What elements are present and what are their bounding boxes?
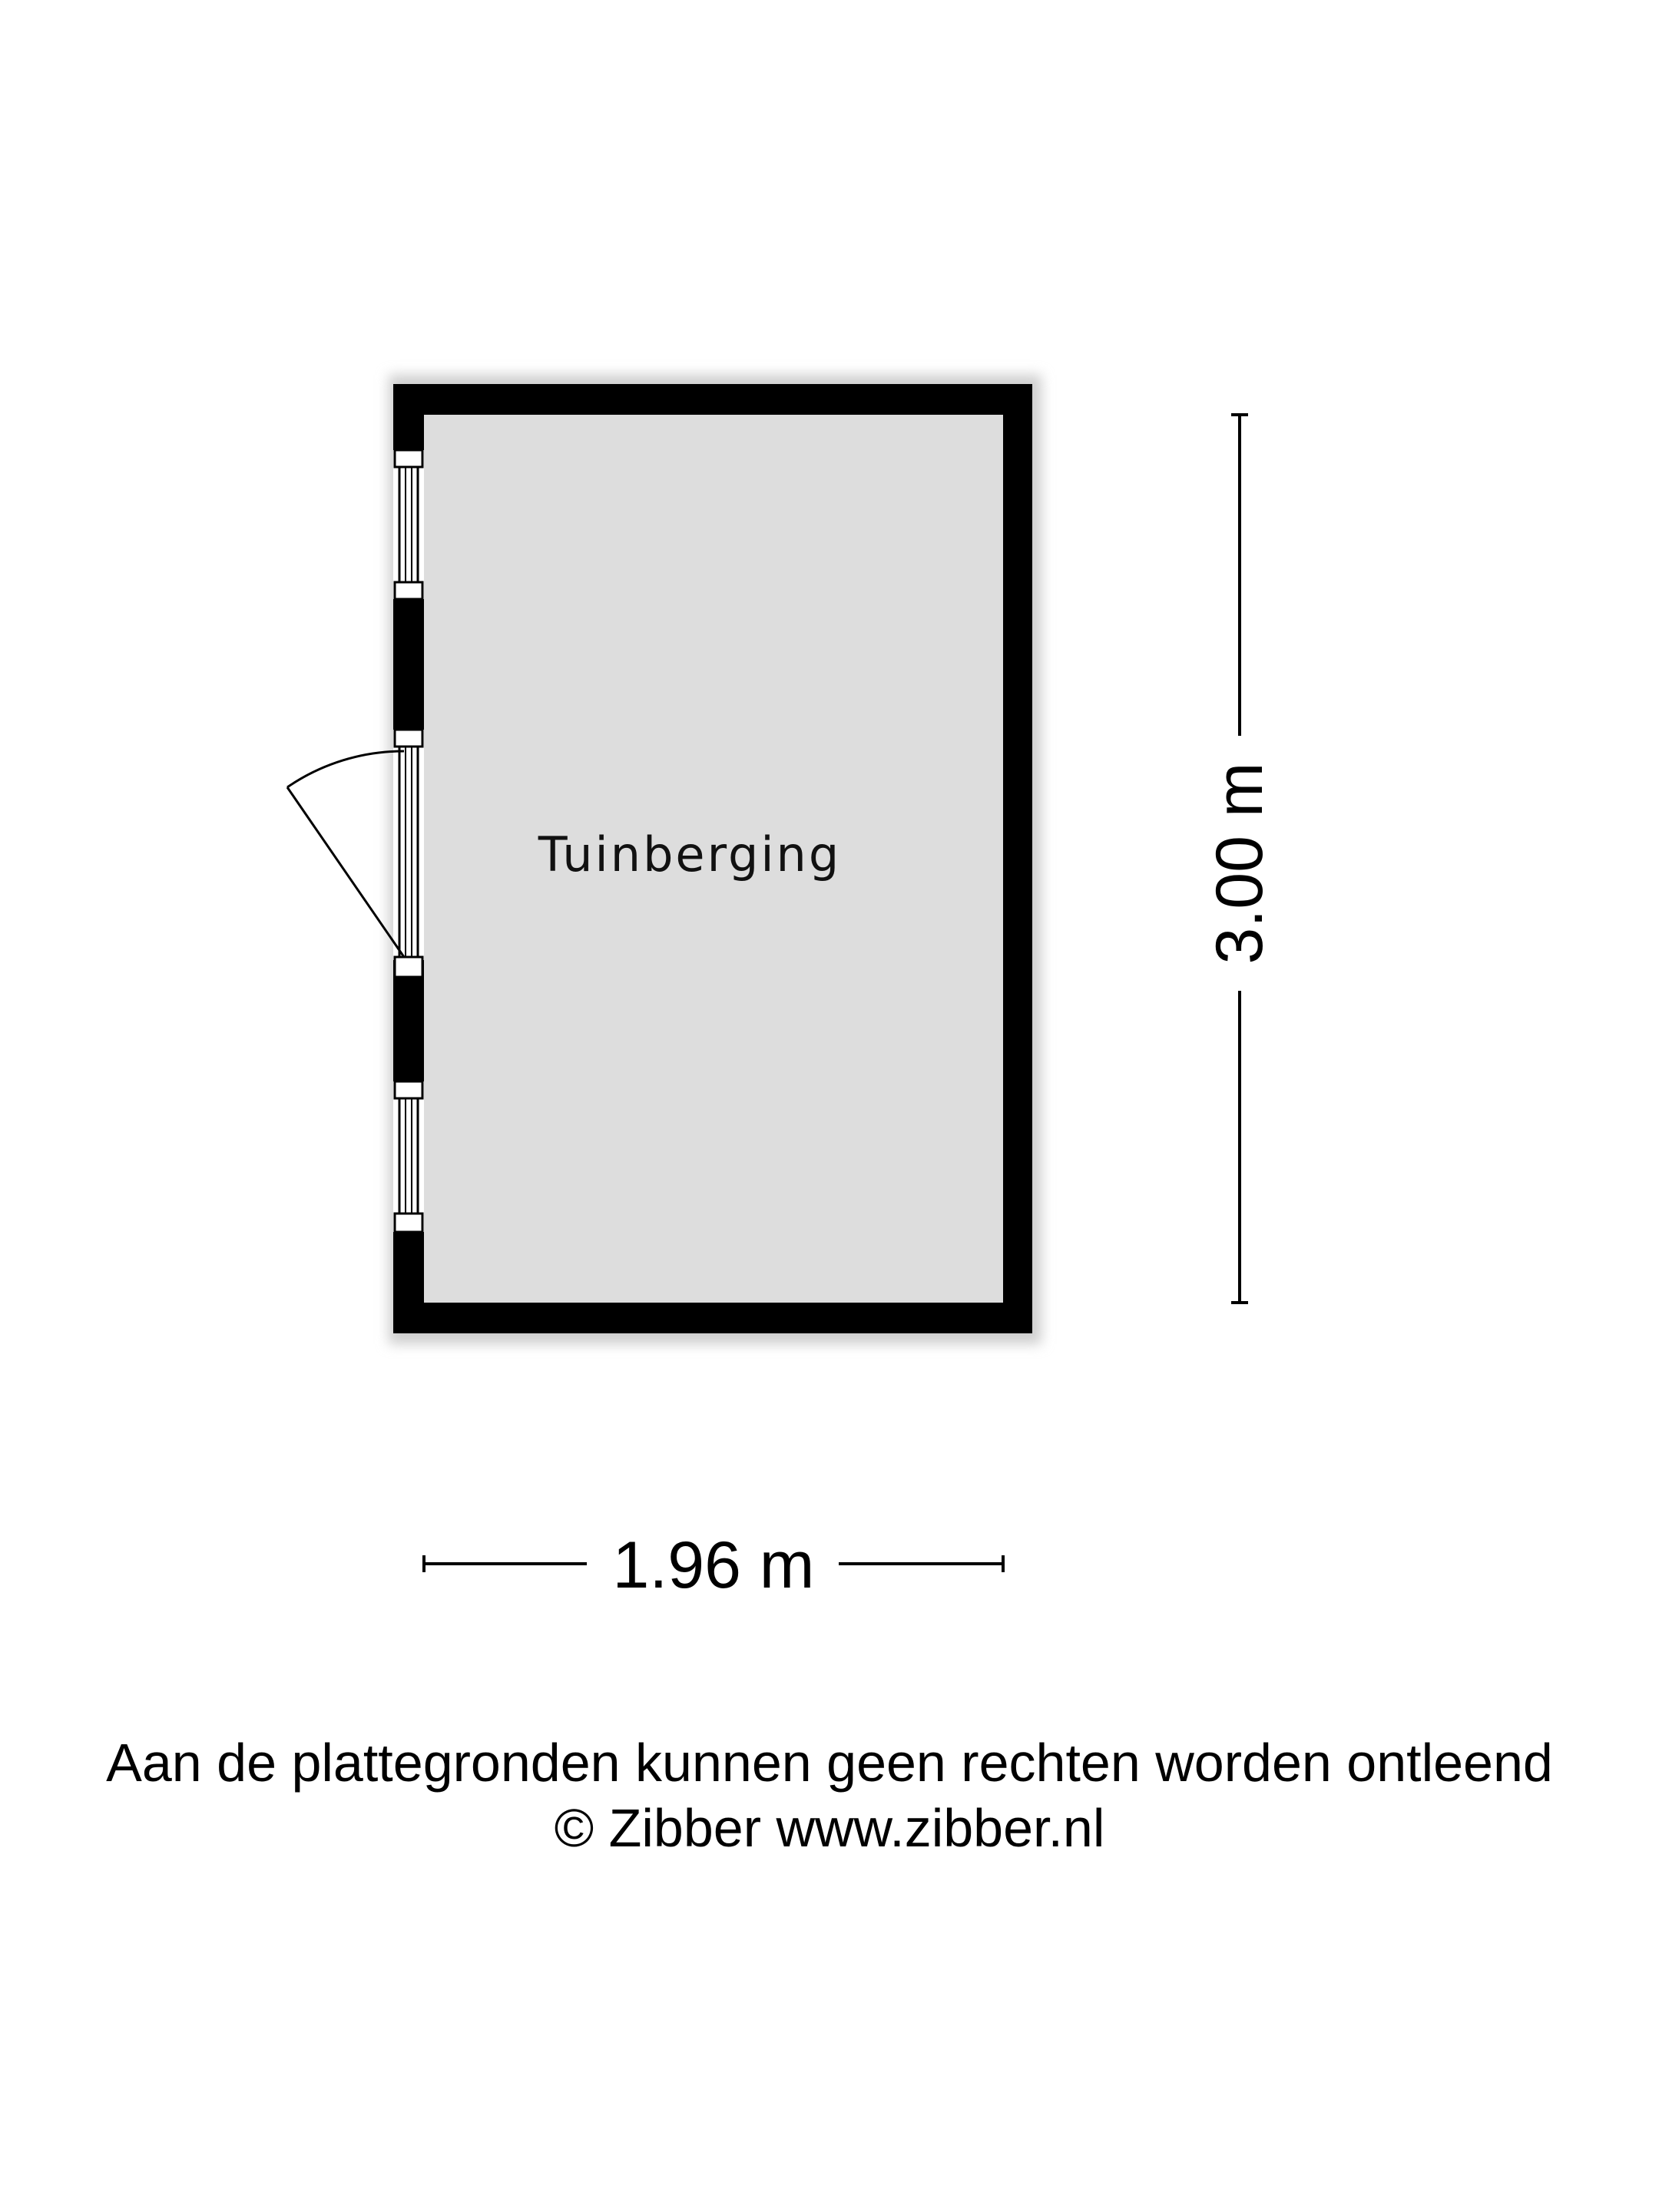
disclaimer-text: Aan de plattegronden kunnen geen rechten worden ontleend (106, 1733, 1553, 1793)
room-label: Tuinberging (538, 826, 842, 882)
door-swing-arc (287, 751, 404, 787)
height-dimension (1203, 415, 1277, 1303)
width-dimension (424, 1528, 1003, 1602)
copyright-credit: © Zibber www.zibber.nl (554, 1798, 1105, 1858)
window-top (393, 450, 424, 599)
door (287, 730, 424, 977)
width-label: 1.96 m (612, 1528, 815, 1602)
door-leaf (287, 787, 404, 957)
height-label: 3.00 m (1203, 762, 1277, 965)
window-bottom (393, 1081, 424, 1232)
